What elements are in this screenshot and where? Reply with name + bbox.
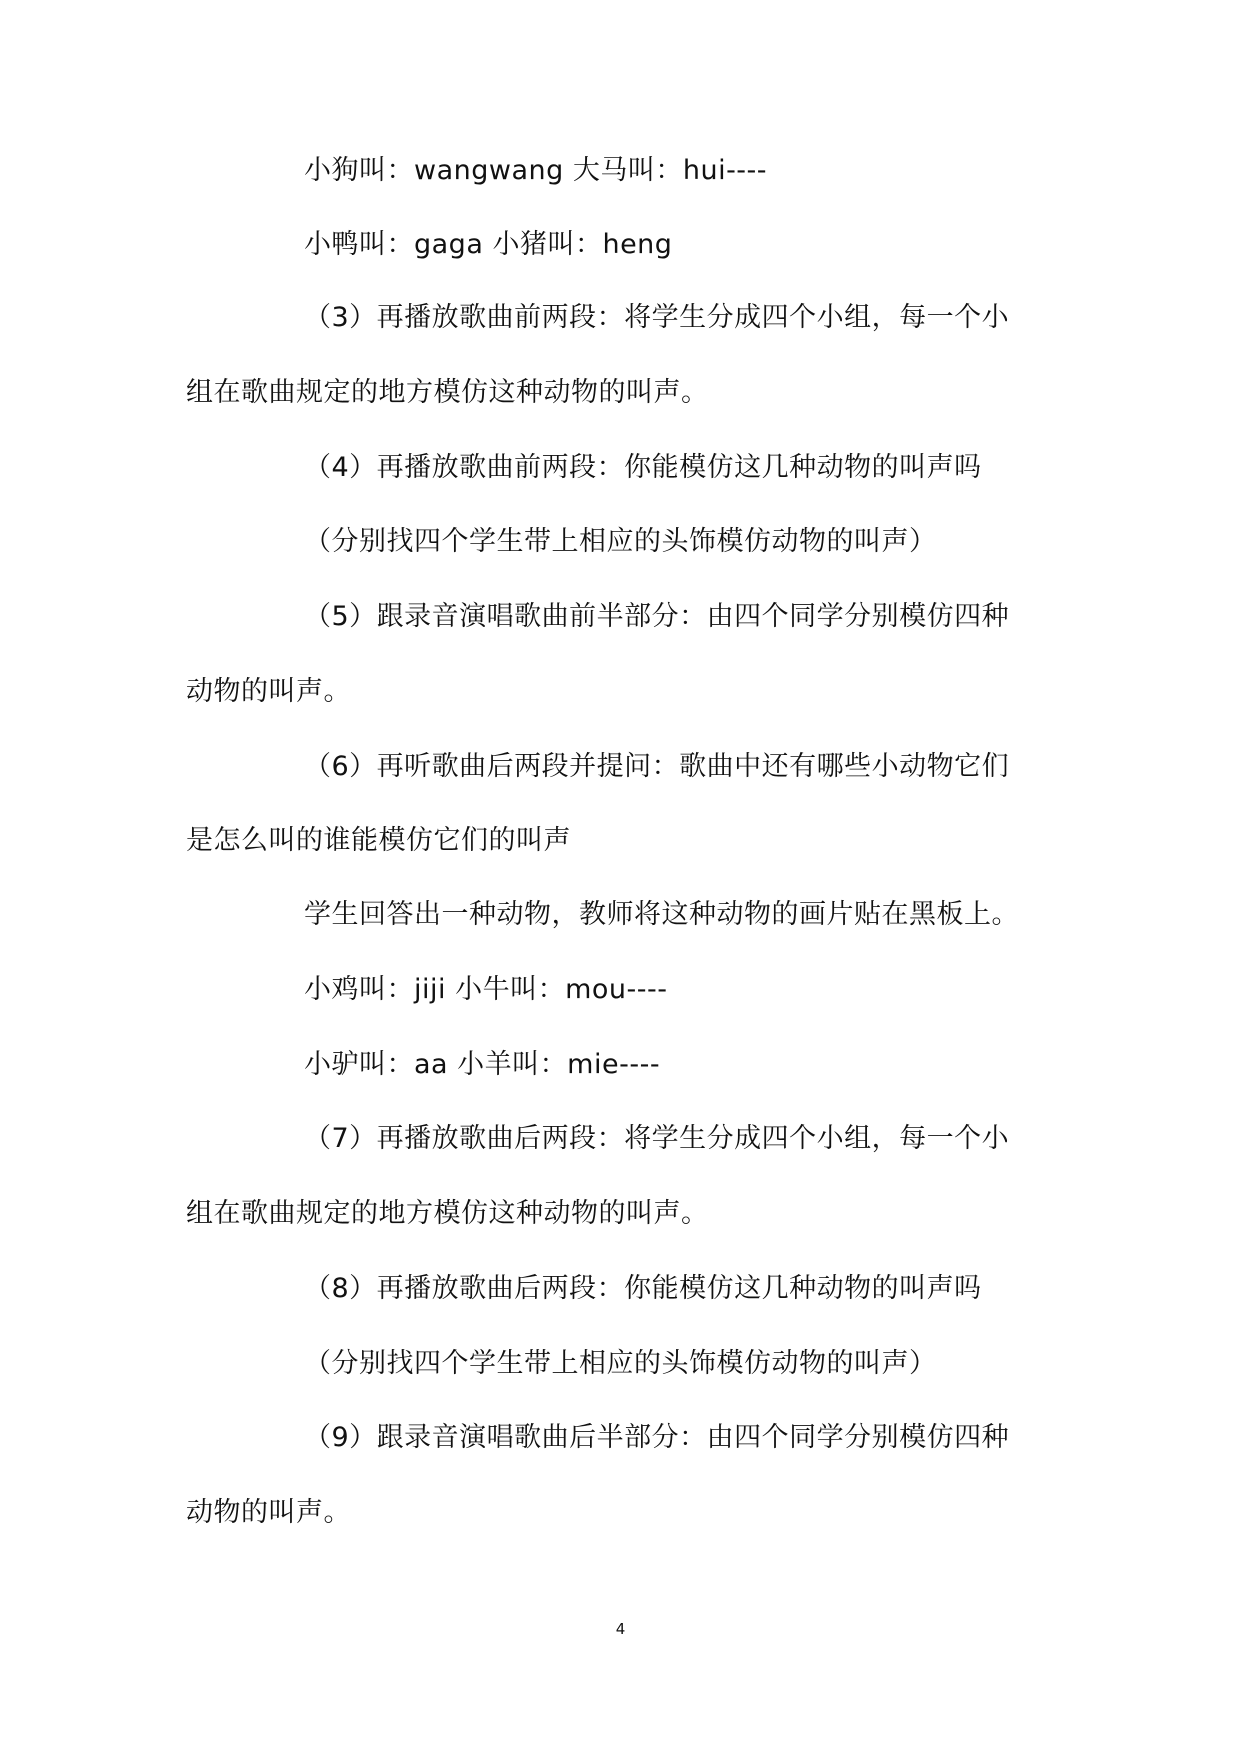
page-number: 4 bbox=[615, 1620, 626, 1638]
text-line: 小鸭叫：gaga 小猪叫：heng bbox=[304, 229, 673, 260]
text-line: （8）再播放歌曲后两段：你能模仿这几种动物的叫声吗 bbox=[304, 1273, 982, 1304]
text-line: （7）再播放歌曲后两段：将学生分成四个小组，每一个小 bbox=[304, 1123, 1010, 1154]
text-line: （9）跟录音演唱歌曲后半部分：由四个同学分别模仿四种 bbox=[304, 1422, 1010, 1453]
text-line: （分别找四个学生带上相应的头饰模仿动物的叫声） bbox=[304, 526, 937, 557]
text-line: 小鸡叫：jiji 小牛叫：mou---- bbox=[304, 974, 668, 1005]
text-line: （4）再播放歌曲前两段：你能模仿这几种动物的叫声吗 bbox=[304, 452, 982, 483]
text-line: （5）跟录音演唱歌曲前半部分：由四个同学分别模仿四种 bbox=[304, 601, 1010, 632]
text-line: 学生回答出一种动物，教师将这种动物的画片贴在黑板上。 bbox=[304, 899, 1019, 930]
text-line: （3）再播放歌曲前两段：将学生分成四个小组，每一个小 bbox=[304, 302, 1010, 333]
text-line: 小狗叫：wangwang 大马叫：hui---- bbox=[304, 155, 768, 186]
text-line: （分别找四个学生带上相应的头饰模仿动物的叫声） bbox=[304, 1348, 937, 1379]
text-line: 动物的叫声。 bbox=[186, 676, 351, 707]
text-line: 小驴叫：aa 小羊叫：mie---- bbox=[304, 1049, 661, 1080]
text-line: 动物的叫声。 bbox=[186, 1497, 351, 1528]
text-line: 组在歌曲规定的地方模仿这种动物的叫声。 bbox=[186, 377, 709, 408]
text-line: 是怎么叫的谁能模仿它们的叫声 bbox=[186, 825, 571, 856]
text-line: （6）再听歌曲后两段并提问：歌曲中还有哪些小动物它们 bbox=[304, 751, 1010, 782]
text-line: 组在歌曲规定的地方模仿这种动物的叫声。 bbox=[186, 1198, 709, 1229]
